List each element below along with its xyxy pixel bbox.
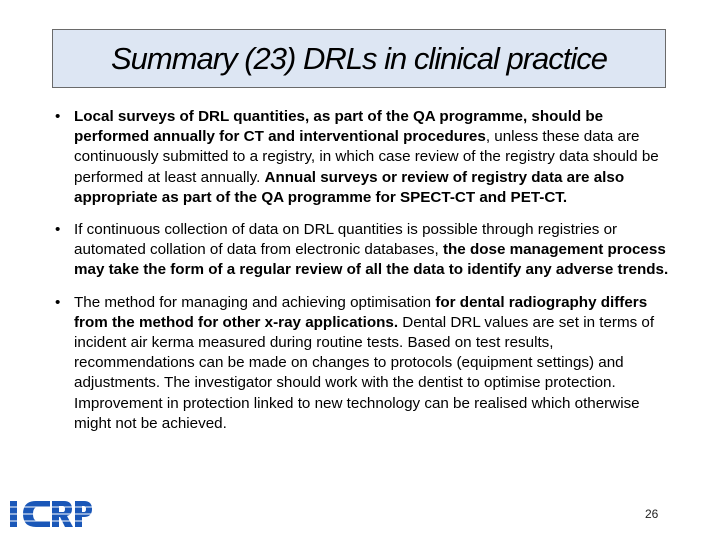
bullet-text: the dose management process may take the form of a regular review of all the data to identify any adverse trends.: [74, 241, 669, 279]
bullet-list: [55, 107, 670, 446]
bullet-item: [55, 107, 670, 208]
page-number: 26: [645, 507, 659, 521]
bullet-text: Local surveys of DRL quantities, as part of the QA programme, should be performed annually for CT and interventional procedures: [74, 108, 604, 146]
slide-title: Summary (23) DRLs in clinical practice: [110, 40, 608, 76]
bullet-text: , unless these data are continuously submitted to a registry, in which case review of the registry data should be performed at least annually.: [74, 128, 659, 186]
bullet-text: The method for managing and achieving optimisation: [74, 293, 436, 311]
bullet-text: If continuous collection of data on DRL quantities is possible through registries or automated collation of data from electronic databases,: [74, 221, 618, 259]
bullet-text: for dental radiography differs from the method for other x-ray applications.: [74, 293, 648, 331]
title-box: [52, 29, 666, 88]
icrp-logo: [6, 498, 94, 530]
bullet-item: [55, 293, 670, 434]
bullet-item: [55, 220, 670, 281]
bullet-text: Annual surveys or review of registry data are also appropriate as part of the QA programme for SPECT-CT and PET-CT.: [74, 168, 625, 206]
bullet-text: Dental DRL values are set in terms of incident air kerma measured during routine tests. Based on test results, recommendations can be made on changes to protocols (equipment settings) and adjustments. The investigator should work with the dentist to optimise protection. Improvement in protection linked to new technology can be realised which otherwise might not be achieved.: [74, 313, 655, 432]
